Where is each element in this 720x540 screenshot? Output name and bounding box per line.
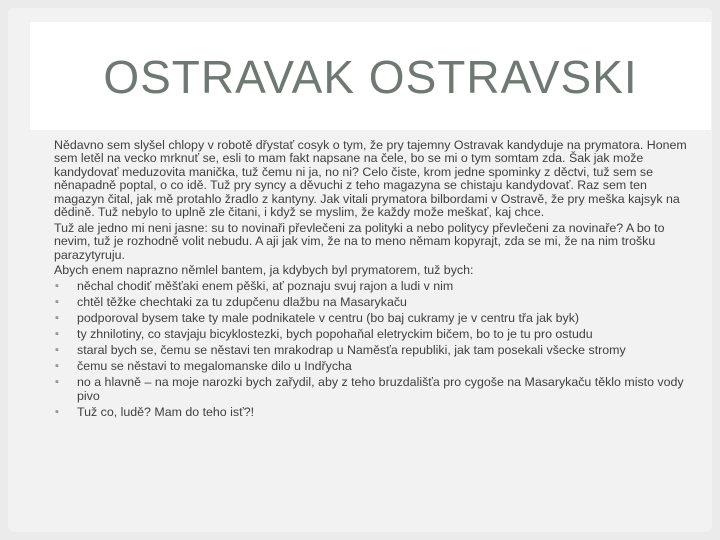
list-item-text: ty zhnilotiny, co stavjaju bicyklostezki, bych popohaňal eletryckim bičem, bo to je tu pro ostudu <box>77 327 593 342</box>
list-item-text: čemu se něstavi to megalomanske dilo u Indřycha <box>77 359 352 374</box>
bullet-list <box>54 280 696 419</box>
list-item-text: staral bych se, čemu se něstavi ten mrakodrap u Naměsťa republiki, jak tam posekali všecke stromy <box>77 343 626 358</box>
list-item-text: něchal chodiť měšťaki enem pěški, ať poznaju svuj rajon a ludi v nim <box>77 279 454 294</box>
bullet-icon: ▪ <box>55 405 59 418</box>
bullet-icon: ▪ <box>55 328 59 341</box>
list-item <box>54 328 696 341</box>
list-item-text: chtěl těžke chechtaki za tu zdupčenu dlažbu na Masarykaču <box>77 295 407 310</box>
slide-title: OSTRAVAK OSTRAVSKI <box>103 51 638 103</box>
paragraph-intro: Nědavno sem slyšel chlopy v robotě dřystať cosyk o tym, že pry tajemny Ostravak kandyduje na prymatora. Honem sem letěl na vecko mrknuť se, esli to mam fakt napsane na čele, bo se mi o tym somtam zda. Šak jak može kandydovať meduzovita manička, tuž čemu ni ja, no ni? Celo čiste, krom jedne spominky z děctvi, tuž sem se něnapadně poptal, o co idě. Tuž pry syncy a děvuchi z teho magazyna se chistaju kandydovať. Raz sem ten magazyn čital, jak mě protahlo žradlo z kantyny. Jak vitali prymatora bilbordami v Ostravě, že pry meška kajsyk na dědině. Tuž nebylo to uplně zle čitani, i když se myslim, že každy može meškať, kaj chce. <box>54 138 687 220</box>
slide-body <box>54 139 696 539</box>
paragraph-question: Tuž ale jedno mi neni jasne: su to novinaři převlečeni za polityki a nebo politycy převlečeni za novinaře? A bo to nevim, tuž je rozhodně volit nebudu. A aji jak vim, že na to meno němam kopyrajt, zda se mi, že na nim trošku parazytyruju. <box>54 220 665 262</box>
bullet-icon: ▪ <box>55 312 59 325</box>
title-band <box>30 22 711 130</box>
bullet-icon: ▪ <box>55 296 59 309</box>
bullet-icon: ▪ <box>55 376 59 389</box>
list-item <box>54 312 696 325</box>
list-item-text: podporoval bysem take ty male podnikatele v centru (bo baj cukramy je v centru třa jak byk) <box>77 311 580 326</box>
list-item <box>54 280 696 293</box>
list-item <box>54 406 696 419</box>
bullet-icon: ▪ <box>55 360 59 373</box>
list-item <box>54 344 696 357</box>
paragraph-lead: Abych enem naprazno němlel bantem, ja kdybych byl prymatorem, tuž bych: <box>54 263 474 278</box>
bullet-icon: ▪ <box>55 344 59 357</box>
list-item-text: no a hlavně – na moje narozki bych zařydil, aby z teho bruzdališťa pro cygoše na Masarykaču těklo misto vody pivo <box>77 375 684 403</box>
list-item <box>54 296 696 309</box>
bullet-icon: ▪ <box>55 280 59 293</box>
list-item <box>54 376 696 403</box>
slide <box>8 8 712 532</box>
list-item <box>54 360 696 373</box>
list-item-text: Tuž co, ludě? Mam do teho isť?! <box>77 404 255 419</box>
